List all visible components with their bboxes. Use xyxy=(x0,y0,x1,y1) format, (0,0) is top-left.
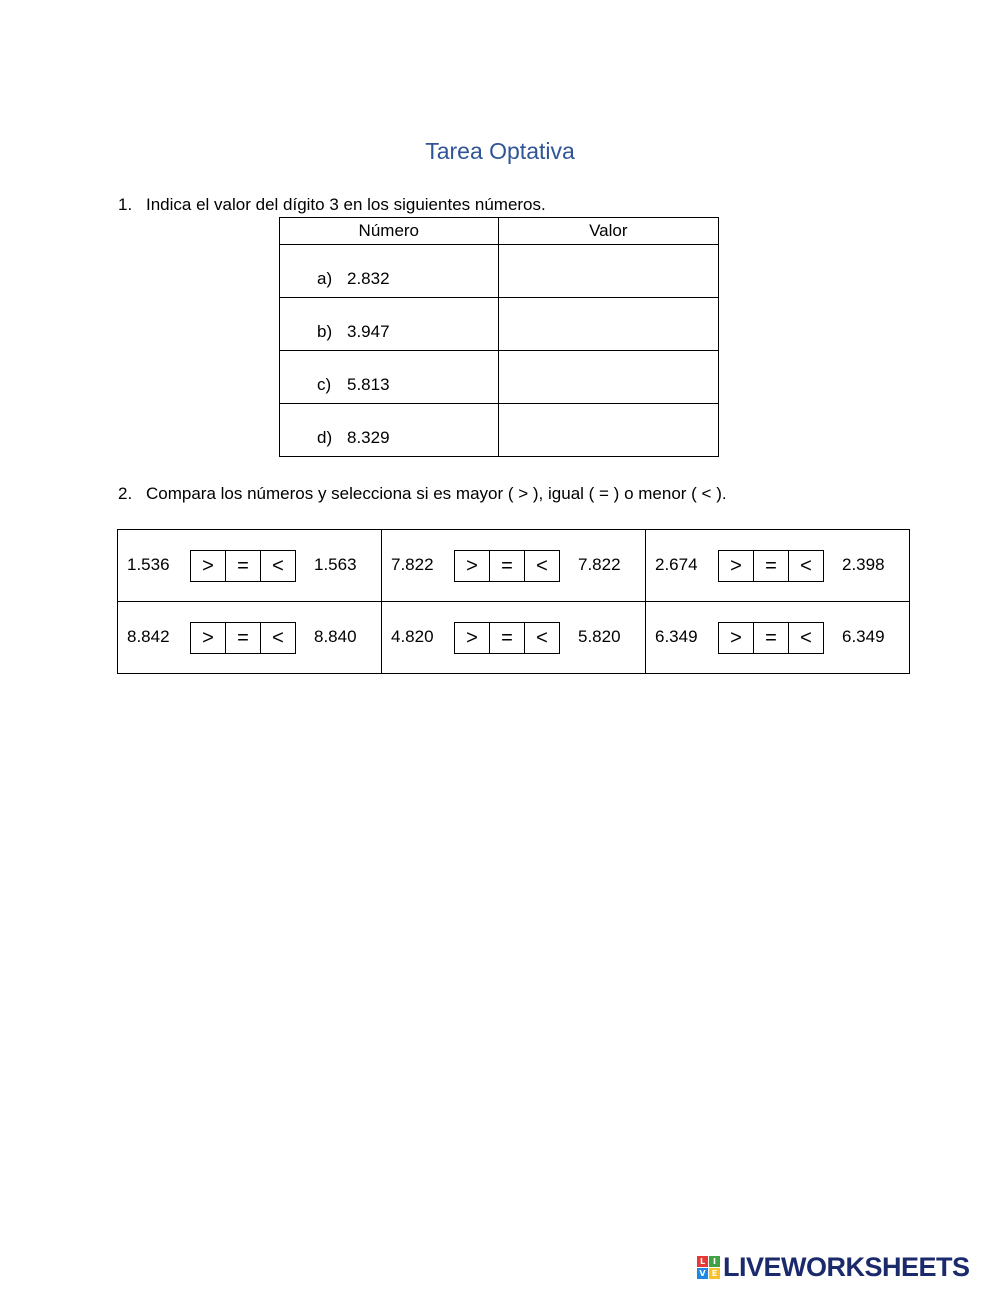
comparison-cell xyxy=(118,602,382,674)
header-number: Número xyxy=(280,218,499,245)
comparison-cell xyxy=(382,530,646,602)
header-value: Valor xyxy=(498,218,718,245)
table-row xyxy=(280,298,719,351)
greater-than-option[interactable]: > xyxy=(455,551,490,581)
right-number: 6.349 xyxy=(842,627,885,646)
equal-option[interactable]: = xyxy=(754,623,789,653)
greater-than-option[interactable]: > xyxy=(719,623,754,653)
comparison-cell xyxy=(646,530,910,602)
row-number: 3.947 xyxy=(347,322,390,341)
right-number: 2.398 xyxy=(842,555,885,574)
right-number: 1.563 xyxy=(314,555,357,574)
value-input[interactable] xyxy=(498,245,718,298)
digit-value-table xyxy=(279,217,719,457)
equal-option[interactable]: = xyxy=(490,623,525,653)
right-number: 8.840 xyxy=(314,627,357,646)
less-than-option[interactable]: < xyxy=(800,554,812,577)
equal-option[interactable]: = xyxy=(226,551,261,581)
row-number: 5.813 xyxy=(347,375,390,394)
less-than-option[interactable]: < xyxy=(272,554,284,577)
comparison-cell xyxy=(118,530,382,602)
question-number: 2. xyxy=(118,484,133,503)
greater-than-option[interactable]: > xyxy=(191,551,226,581)
question-text: Indica el valor del dígito 3 en los siguientes números. xyxy=(146,195,546,214)
operator-selector xyxy=(454,550,560,582)
operator-selector xyxy=(190,550,296,582)
left-number: 2.674 xyxy=(655,555,698,574)
value-input[interactable] xyxy=(498,298,718,351)
greater-than-option[interactable]: > xyxy=(455,623,490,653)
greater-than-option[interactable]: > xyxy=(719,551,754,581)
greater-than-option[interactable]: > xyxy=(191,623,226,653)
operator-selector xyxy=(718,622,824,654)
row-letter: c) xyxy=(317,375,332,394)
question-number: 1. xyxy=(118,195,133,214)
left-number: 7.822 xyxy=(391,555,434,574)
right-number: 7.822 xyxy=(578,555,621,574)
logo-text: LIVEWORKSHEETS xyxy=(723,1252,970,1282)
value-input[interactable] xyxy=(498,351,718,404)
operator-selector xyxy=(454,622,560,654)
left-number: 1.536 xyxy=(127,555,170,574)
page-title: Tarea Optativa xyxy=(425,138,575,164)
comparison-cell xyxy=(646,602,910,674)
row-letter: d) xyxy=(317,428,333,447)
equal-option[interactable]: = xyxy=(754,551,789,581)
row-letter: b) xyxy=(317,322,333,341)
question-2 xyxy=(118,484,727,504)
less-than-option[interactable]: < xyxy=(272,626,284,649)
less-than-option[interactable]: < xyxy=(536,626,548,649)
operator-selector xyxy=(718,550,824,582)
comparison-cell xyxy=(382,602,646,674)
row-number: 2.832 xyxy=(347,269,390,288)
value-input[interactable] xyxy=(498,404,718,457)
operator-selector xyxy=(190,622,296,654)
right-number: 5.820 xyxy=(578,627,621,646)
equal-option[interactable]: = xyxy=(226,623,261,653)
equal-option[interactable]: = xyxy=(490,551,525,581)
liveworksheets-logo xyxy=(697,1252,970,1283)
table-row xyxy=(280,351,719,404)
comparison-table xyxy=(117,529,910,674)
left-number: 6.349 xyxy=(655,627,698,646)
less-than-option[interactable]: < xyxy=(536,554,548,577)
question-text: Compara los números y selecciona si es mayor ( > ), igual ( = ) o menor ( < ). xyxy=(146,484,727,503)
logo-mark-icon: L I V E xyxy=(697,1256,720,1279)
left-number: 8.842 xyxy=(127,627,170,646)
table-row xyxy=(280,404,719,457)
less-than-option[interactable]: < xyxy=(800,626,812,649)
row-number: 8.329 xyxy=(347,428,390,447)
row-letter: a) xyxy=(317,269,333,288)
left-number: 4.820 xyxy=(391,627,434,646)
table-row xyxy=(280,245,719,298)
question-1 xyxy=(118,195,546,215)
